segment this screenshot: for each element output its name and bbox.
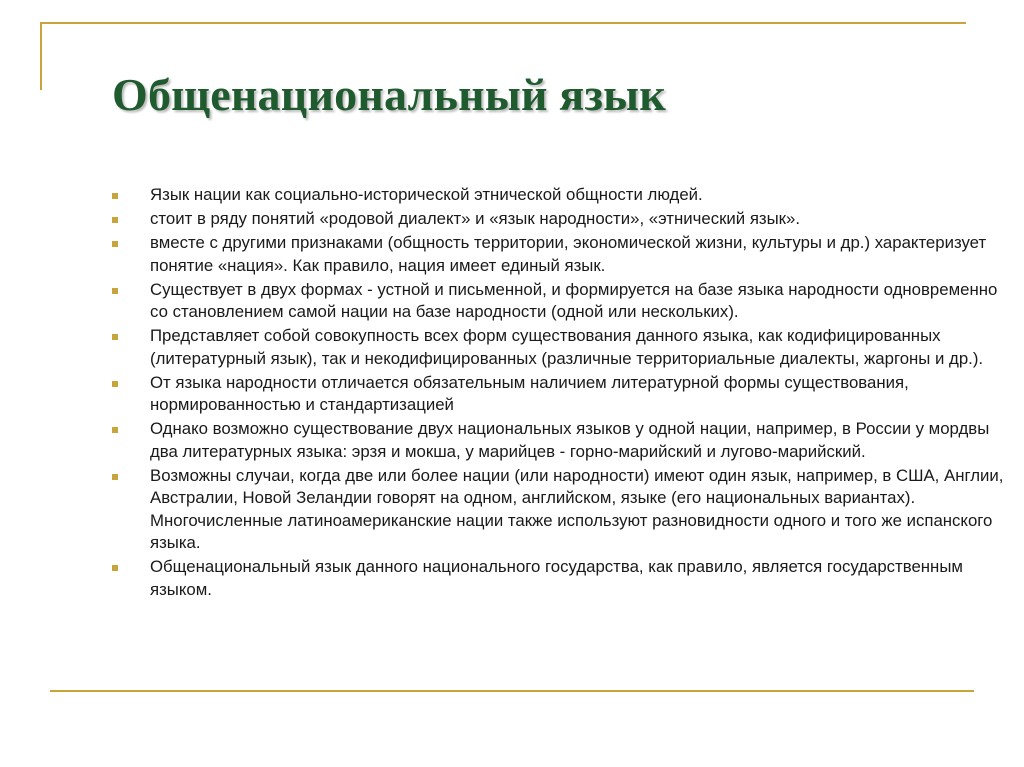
bullet-item bbox=[112, 325, 1012, 370]
bullet-text: Возможны случаи, когда две или более нации (или народности) имеют один язык, например, в США, Англии, Австралии, Новой Зеландии говорят на одном, английском, языке (его национальных вариантах). Многочисленные латиноамериканские нации также используют разновидности одного и того же испанского языка. bbox=[150, 465, 1004, 552]
bullet-item bbox=[112, 372, 1012, 417]
square-bullet-icon bbox=[112, 241, 118, 247]
bullet-item bbox=[112, 232, 1012, 277]
bullet-text: стоит в ряду понятий «родовой диалект» и «язык народности», «этнический язык». bbox=[150, 209, 801, 228]
bullet-item bbox=[112, 184, 1012, 207]
bullet-text: Представляет собой совокупность всех форм существования данного языка, как кодифицированных (литературный язык), так и некодифицированных (различные территориальные диалекты, жаргоны и др.). bbox=[150, 326, 984, 368]
square-bullet-icon bbox=[112, 565, 118, 571]
bullet-text: От языка народности отличается обязательным наличием литературной формы существования, нормированностью и стандартизацией bbox=[150, 372, 909, 414]
bullet-item bbox=[112, 279, 1012, 324]
top-rule bbox=[40, 22, 966, 24]
bullet-text: вместе с другими признаками (общность территории, экономической жизни, культуры и др.) характеризует понятие «нация». Как правило, нация имеет единый язык. bbox=[150, 233, 987, 275]
left-rule bbox=[40, 22, 42, 90]
bullet-item bbox=[112, 465, 1012, 555]
bullet-list bbox=[112, 184, 1012, 603]
square-bullet-icon bbox=[112, 217, 118, 223]
slide-title: Общенациональный язык bbox=[112, 69, 666, 120]
square-bullet-icon bbox=[112, 288, 118, 294]
square-bullet-icon bbox=[112, 381, 118, 387]
bullet-text: Существует в двух формах - устной и письменной, и формируется на базе языка народности одновременно со становлением самой нации на базе народности (одной или нескольких). bbox=[150, 279, 998, 321]
square-bullet-icon bbox=[112, 193, 118, 199]
bullet-item bbox=[112, 556, 1012, 601]
bullet-text: Общенациональный язык данного национального государства, как правило, является государственным языком. bbox=[150, 557, 963, 599]
bottom-rule bbox=[50, 690, 974, 692]
bullet-item bbox=[112, 418, 1012, 463]
square-bullet-icon bbox=[112, 334, 118, 340]
bullet-item bbox=[112, 208, 1012, 231]
square-bullet-icon bbox=[112, 427, 118, 433]
bullet-text: Язык нации как социально-исторической этнической общности людей. bbox=[150, 185, 703, 204]
bullet-text: Однако возможно существование двух национальных языков у одной нации, например, в России у мордвы два литературных языка: эрзя и мокша, у марийцев - горно-марийский и лугово-марийский. bbox=[150, 419, 990, 461]
square-bullet-icon bbox=[112, 474, 118, 480]
